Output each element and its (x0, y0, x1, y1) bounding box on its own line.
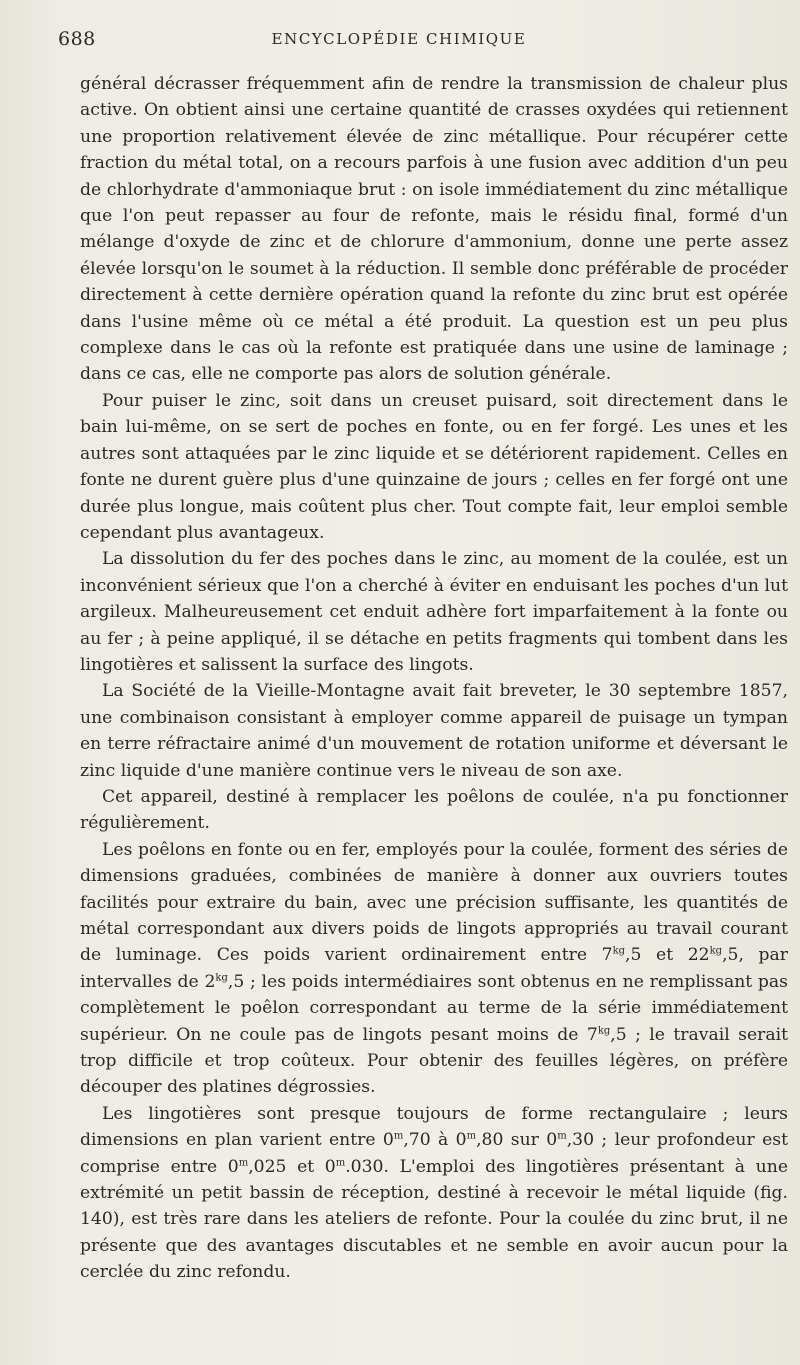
paragraph-7: Les lingotières sont presque toujours de forme rectangulaire ; leurs dimensions en plan varient entre 0$^m$,70 à 0$^m$,80 sur 0$^m$,30 ; leur profondeur est comprise entre 0$^m$,025 et 0$^m$.030. L'emploi des lingotières présentant à une extrémité un petit bassin de réception, destiné à recevoir le métal liquide (fig. 140), est très rare dans les ateliers de refonte. Pour la coulée du zinc brut, il ne présente que des avantages discutables et ne semble en avoir aucun pour la cerclée du zinc refondu. (80, 1103, 788, 1283)
page-number: 688 (58, 28, 96, 50)
paragraph-5: Cet appareil, destiné à remplacer les poêlons de coulée, n'a pu fonctionner régulièrement. (80, 786, 788, 834)
paragraph-6: Les poêlons en fonte ou en fer, employés pour la coulée, forment des séries de dimensions graduées, combinées de manière à donner aux ouvriers toutes facilités pour extraire du bain, avec une précision suffisante, les quantités de métal correspondant aux divers poids de lingots appropriés au travail courant de luminage. Ces poids varient ordinairement entre $7^{kg},5$ et $22^{kg},5$, par intervalles de $2^{kg},5$ ; les poids intermédiaires sont obtenus en ne remplissant pas complètement le poêlon correspondant au terme de la série immédiatement supérieur. On ne coule pas de lingots pesant moins de $7^{kg},5$ ; le travail serait trop difficile et trop coûteux. Pour obtenir des feuilles légères, on préfère découper des platines dégrossies. (80, 839, 788, 1098)
running-title: ENCYCLOPÉDIE CHIMIQUE (271, 30, 527, 48)
body-text (80, 71, 788, 1286)
running-header (58, 28, 740, 52)
paragraph-1: général décrasser fréquemment afin de rendre la transmission de chaleur plus active. On obtient ainsi une certaine quantité de crasses oxydées qui retiennent une proportion relativement élevée de zinc métallique. Pour récupérer cette fraction du métal total, on a recours parfois à une fusion avec addition d'un peu de chlorhydrate d'ammoniaque brut : on isole immédiatement du zinc métallique que l'on peut repasser au four de refonte, mais le résidu final, formé d'un mélange d'oxyde de zinc et de chlorure d'ammonium, donne une perte assez élevée lorsqu'on le soumet à la réduction. Il semble donc préférable de procéder directement à cette dernière opération quand la refonte du zinc brut est opérée dans l'usine même où ce métal a été produit. La question est un peu plus complexe dans le cas où la refonte est pratiquée dans une usine de laminage ; dans ce cas, elle ne comporte pas alors de solution générale. (80, 74, 788, 385)
paragraph-2: Pour puiser le zinc, soit dans un creuset puisard, soit directement dans le bain lui-même, on se sert de poches en fonte, ou en fer forgé. Les unes et les autres sont attaquées par le zinc liquide et se détériorent rapidement. Celles en fonte ne durent guère plus d'une quinzaine de jours ; celles en fer forgé ont une durée plus longue, mais coûtent plus cher. Tout compte fait, leur emploi semble cependant plus avantageux. (80, 390, 788, 543)
paragraph-3: La dissolution du fer des poches dans le zinc, au moment de la coulée, est un inconvénient sérieux que l'on a cherché à éviter en enduisant les poches d'un lut argileux. Malheureusement cet enduit adhère fort imparfaitement à la fonte ou au fer ; à peine appliqué, il se détache en petits fragments qui tombent dans les lingotières et salissent la surface des lingots. (80, 549, 788, 675)
paragraph-4: La Société de la Vieille-Montagne avait fait breveter, le 30 septembre 1857, une combinaison consistant à employer comme appareil de puisage un tympan en terre réfractaire animé d'un mouvement de rotation uniforme et déversant le zinc liquide d'une manière continue vers le niveau de son axe. (80, 681, 788, 781)
